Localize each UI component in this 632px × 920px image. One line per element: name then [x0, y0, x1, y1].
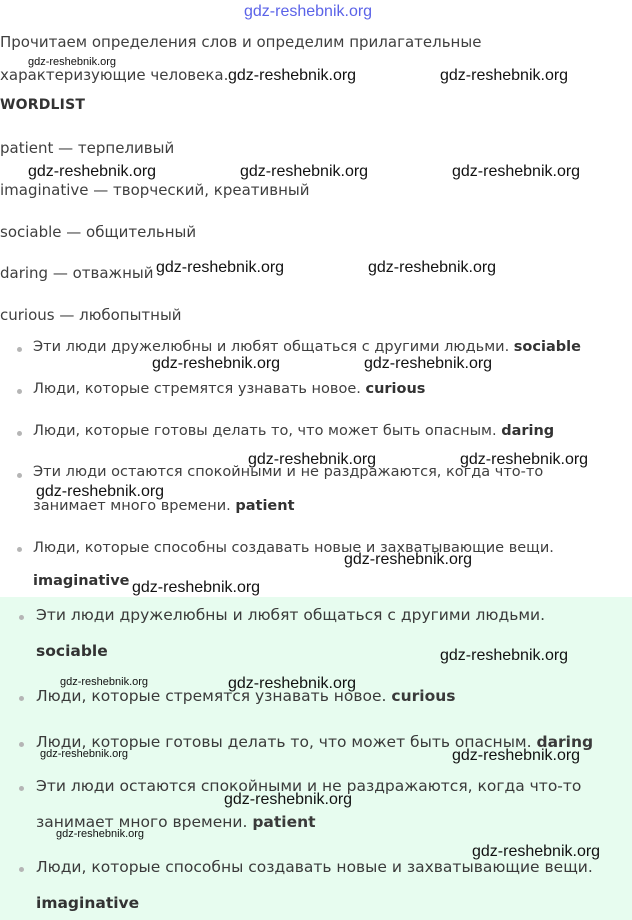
watermark: gdz-reshebnik.org — [240, 163, 369, 180]
bullet — [19, 615, 24, 620]
list2-item-4-line-1: Эти люди остаются спокойными и не раздражаются, когда что-то — [36, 777, 582, 795]
watermark: gdz-reshebnik.org — [344, 551, 473, 568]
bullet — [19, 867, 24, 872]
bullet — [19, 742, 24, 747]
bullet — [17, 547, 22, 552]
watermark: gdz-reshebnik.org — [28, 56, 117, 68]
watermark: gdz-reshebnik.org — [60, 676, 149, 688]
watermark: gdz-reshebnik.org — [364, 355, 493, 372]
answer-curious-2: curious — [391, 687, 456, 705]
list2-item-4-line-2: занимает много времени. patient — [36, 813, 316, 831]
intro-line-1: Прочитаем определения слов и определим прилагательные — [0, 33, 482, 51]
list1-item-1: Эти люди дружелюбны и любят общаться с другими людьми. sociable — [33, 339, 581, 355]
list1-item-3: Люди, которые готовы делать то, что может быть опасным. daring — [33, 423, 555, 439]
watermark: gdz-reshebnik.org — [368, 259, 497, 276]
watermark: gdz-reshebnik.org — [56, 828, 145, 840]
bullet — [17, 389, 22, 394]
list2-item-2: Люди, которые стремятся узнавать новое. curious — [36, 687, 456, 705]
wordlist-heading: WORDLIST — [0, 97, 86, 113]
list2-item-5: Люди, которые способны создавать новые и захватывающие вещи. — [36, 858, 593, 876]
wordlist-entry-daring: daring — отважный — [0, 264, 154, 282]
answer-daring-2: daring — [536, 733, 594, 751]
watermark: gdz-reshebnik.org — [132, 579, 261, 596]
wordlist-entry-sociable: sociable — общительный — [0, 223, 197, 241]
wordlist-entry-imaginative: imaginative — творческий, креативный — [0, 181, 310, 199]
watermark: gdz-reshebnik.org — [156, 259, 285, 276]
list2-item-3: Люди, которые готовы делать то, что может быть опасным. daring — [36, 733, 594, 751]
answer-sociable-2: sociable — [36, 642, 108, 660]
watermark: gdz-reshebnik.org — [440, 647, 569, 664]
bullet — [17, 473, 22, 478]
list1-item-2: Люди, которые стремятся узнавать новое. curious — [33, 381, 426, 397]
list2-item-1: Эти люди дружелюбны и любят общаться с другими людьми. — [36, 606, 546, 624]
watermark: gdz-reshebnik.org — [224, 791, 353, 808]
list1-item-4-line-1: Эти люди остаются спокойными и не раздражаются, когда что-то — [33, 464, 544, 480]
list1-item-4-line-2: занимает много времени. patient — [33, 498, 295, 514]
bullet — [17, 431, 22, 436]
watermark: gdz-reshebnik.org — [40, 748, 129, 760]
wordlist-entry-curious: curious — любопытный — [0, 306, 182, 324]
answer-imaginative-2: imaginative — [36, 894, 140, 912]
bullet — [19, 696, 24, 701]
answer-patient: patient — [235, 498, 295, 514]
watermark: gdz-reshebnik.org — [248, 451, 377, 468]
watermark: gdz-reshebnik.org — [452, 747, 581, 764]
watermark: gdz-reshebnik.org — [460, 451, 589, 468]
bullet — [19, 786, 24, 791]
watermark: gdz-reshebnik.org — [36, 483, 165, 500]
answer-curious: curious — [365, 381, 426, 397]
answer-sociable: sociable — [513, 339, 581, 355]
answer-daring: daring — [501, 423, 555, 439]
list1-item-5: Люди, которые способны создавать новые и захватывающие вещи. — [33, 540, 554, 556]
watermark: gdz-reshebnik.org — [228, 67, 357, 84]
answer-patient-2: patient — [252, 813, 316, 831]
watermark: gdz-reshebnik.org — [472, 843, 601, 860]
watermark: gdz-reshebnik.org — [452, 163, 581, 180]
intro-line-2: характеризующие человека. — [0, 66, 229, 84]
wordlist-entry-patient: patient — терпеливый — [0, 139, 175, 157]
bullet — [17, 347, 22, 352]
answer-imaginative: imaginative — [33, 573, 130, 589]
watermark: gdz-reshebnik.org — [152, 355, 281, 372]
watermark: gdz-reshebnik.org — [244, 3, 373, 20]
watermark: gdz-reshebnik.org — [440, 67, 569, 84]
watermark: gdz-reshebnik.org — [228, 675, 357, 692]
watermark: gdz-reshebnik.org — [28, 163, 157, 180]
